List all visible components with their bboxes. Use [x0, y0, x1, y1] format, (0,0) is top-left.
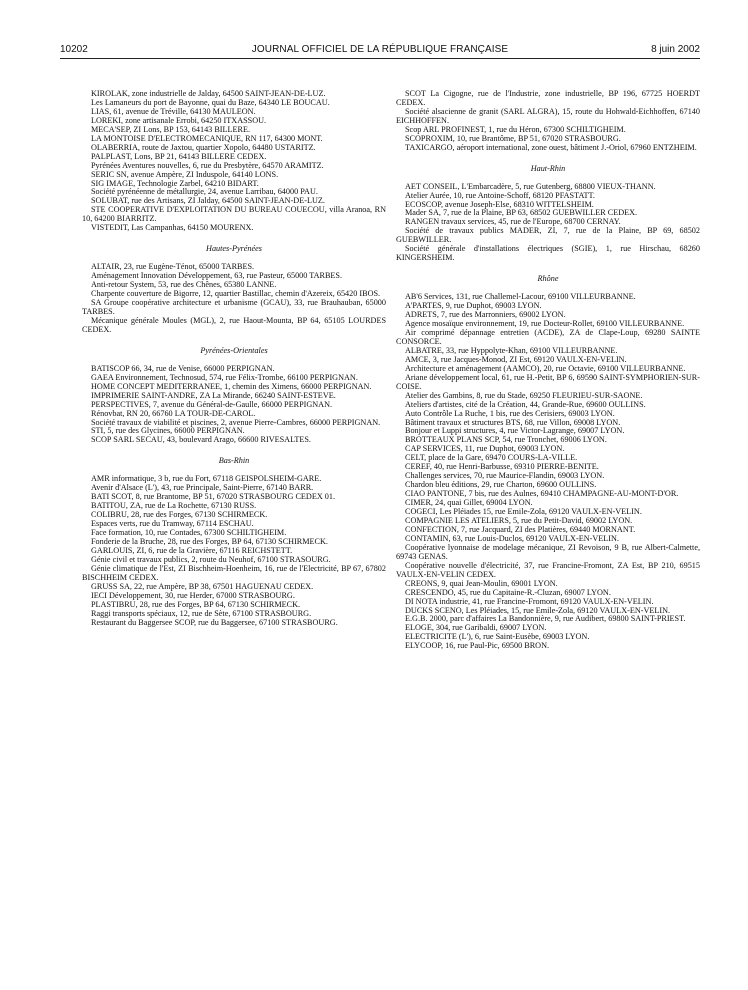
directory-entry: Les Lamaneurs du port de Bayonne, quai du Baze, 64340 LE BOUCAU.: [91, 97, 330, 107]
directory-entry: LOREKI, zone artisanale Errobi, 64250 ITXASSOU.: [91, 115, 267, 125]
directory-entry: CIMER, 24, quai Gillet, 69004 LYON.: [405, 498, 533, 508]
directory-entry: ELOGE, 304, rue Garibaldi, 69007 LYON.: [405, 623, 547, 633]
directory-entry: VISTEDIT, Las Campanhas, 64150 MOURENX.: [91, 223, 254, 233]
directory-entry: Scop ARL PROFINEST, 1, rue du Héron, 67300 SCHILTIGHEIM.: [405, 124, 626, 134]
directory-entry: CIAO PANTONE, 7 bis, rue des Aulnes, 69410 CHAMPAGNE-AU-MONT-D'OR.: [405, 489, 679, 499]
directory-entry: Mader SA, 7, rue de la Plaine, BP 63, 68502 GUEBWILLER CEDEX.: [405, 208, 638, 218]
directory-entry: Architecture et aménagement (AAMCO), 20, rue Octavie, 69100 VILLEURBANNE.: [405, 363, 686, 373]
directory-entry: Ariane développement local, 61, rue H.-Petit, BP 6, 69590 SAINT-SYMPHORIEN-SUR-COISE.: [396, 372, 700, 391]
directory-entry: Atelier des Gambins, 8, rue du Stade, 69250 FLEURIEU-SUR-SAONE.: [405, 390, 643, 400]
directory-entry: Bâtiment travaux et structures BTS, 68, rue Villon, 69008 LYON.: [405, 417, 621, 427]
directory-entry: Challenges services, 70, rue Maurice-Flandin, 69003 LYON.: [405, 471, 605, 481]
region-heading: Rhône: [537, 274, 559, 284]
directory-entry: CELT, place de la Gare, 69470 COURS-LA-VILLE.: [405, 453, 578, 463]
directory-entry: Fonderie de la Bruche, 28, rue des Forges, BP 64, 67130 SCHIRMECK.: [91, 536, 328, 546]
page-number: 10202: [60, 44, 88, 55]
region-heading: Pyrénées-Orientales: [200, 345, 268, 355]
directory-entry: AMCE, 3, rue Jacques-Monod, ZI Est, 69120 VAULX-EN-VELIN.: [405, 354, 627, 364]
directory-entry: MECA'SEP, ZI Lons, BP 153, 64143 BILLERE.: [91, 124, 251, 134]
directory-entry: SCOP SARL SECAU, 43, boulevard Arago, 66600 RIVESALTES.: [91, 435, 311, 445]
directory-entry: Société pyrénéenne de métallurgie, 24, avenue Larribau, 64000 PAU.: [91, 187, 318, 197]
directory-entry: RANGEN travaux services, 45, rue de l'Europe, 68700 CERNAY.: [405, 217, 621, 227]
directory-entry: COGECI, Les Pléiades 15, rue Emile-Zola, 69120 VAULX-EN-VELIN.: [405, 507, 642, 517]
directory-entry: Rénovbat, RN 20, 66760 LA TOUR-DE-CAROL.: [91, 408, 256, 418]
directory-entry: Atelier Aurée, 10, rue Antoine-Schoff, 68120 PFASTATT.: [405, 190, 595, 200]
directory-entry: COLIBRU, 28, rue des Forges, 67130 SCHIRMECK.: [91, 510, 268, 520]
region-heading: Bas-Rhin: [218, 456, 250, 466]
directory-entry: Anti-retour System, 53, rue des Chênes, 65380 LANNE.: [91, 280, 277, 290]
directory-entry: BROTTEAUX PLANS SCP, 54, rue Tronchet, 69006 LYON.: [405, 435, 607, 445]
directory-entry: Auto Contrôle La Ruche, 1 bis, rue des Cerisiers, 69003 LYON.: [405, 408, 615, 418]
directory-entry: Bonjour et Luppi structures, 4, rue Victor-Lagrange, 69007 LYON.: [405, 426, 625, 436]
page-header: [60, 44, 700, 58]
directory-entry: A'PARTES, 9, rue Duphot, 69003 LYON.: [405, 301, 542, 311]
directory-entry: AMR informatique, 3 b, rue du Fort, 67118 GEISPOLSHEIM-GARE.: [91, 474, 322, 484]
directory-entry: BATITOU, ZA, rue de La Rochette, 67130 RUSS.: [91, 501, 257, 511]
directory-entry: OLABERRIA, route de Jaxtou, quartier Xopolo, 64480 USTARITZ.: [91, 142, 316, 152]
directory-entry: GARLOUIS, ZI, 6, rue de la Gravière, 67116 REICHSTETT.: [91, 545, 293, 555]
directory-entry: SA Groupe coopérative architecture et urbanisme (GCAU), 33, rue Brauhauban, 65000 TARBES.: [82, 298, 386, 316]
directory-entry: LA MONTOISE D'ELECTROMECANIQUE, RN 117, 64300 MONT.: [91, 133, 323, 143]
directory-entry: Pyrénées Aventures nouvelles, 6, rue du Presbytère, 64570 ARAMITZ.: [91, 160, 324, 170]
directory-entry: KIROLAK, zone industrielle de Jalday, 64500 SAINT-JEAN-DE-LUZ.: [91, 89, 326, 98]
directory-entry: Avenir d'Alsace (L'), 43, rue Principale, Saint-Pierre, 67140 BARR.: [91, 483, 314, 493]
directory-entry: GAEA Environnement, Technosud, 574, rue Félix-Trombe, 66100 PERPIGNAN.: [91, 372, 358, 382]
directory-entry: ALTAIR, 23, rue Eugène-Ténot, 65000 TARBES.: [91, 262, 255, 272]
directory-entry: ADRETS, 7, rue des Marronniers, 69002 LYON.: [405, 310, 566, 320]
left-column: [82, 90, 386, 628]
directory-entry: AET CONSEIL, L'Embarcadère, 5, rue Gutenberg, 68800 VIEUX-THANN.: [405, 181, 656, 191]
directory-entry: CONFECTION, 7, rue Jacquard, ZI des Platières, 69440 MORNANT.: [405, 524, 636, 534]
directory-entry: Ateliers d'artistes, cité de la Création, 44, Grande-Rue, 69600 OULLINS.: [405, 399, 646, 409]
directory-entry: SCOPROXIM, 10, rue Brantôme, BP 51, 67020 STRASBOURG.: [405, 133, 621, 143]
directory-entry: SIG IMAGE, Technologie Zarbel, 64210 BIDART.: [91, 178, 259, 188]
directory-entry: Société travaux de viabilité et piscines, 2, avenue Pierre-Cambres, 66000 PERPIGNAN.: [91, 417, 381, 427]
directory-entry: Aménagement Innovation Développement, 63, rue Pasteur, 65000 TARBES.: [91, 271, 343, 281]
directory-entry: Restaurant du Baggersee SCOP, rue du Baggersee, 67100 STRASBOURG.: [91, 617, 338, 627]
directory-entry: DUCKS SCENO, Les Pléiades, 15, rue Emile-Zola, 69120 VAULX-EN-VELIN.: [405, 605, 671, 615]
header-rule: [60, 58, 700, 59]
region-heading: Hautes-Pyrénées: [206, 244, 262, 254]
directory-entry: E.G.B. 2000, parc d'affaires La Bandonnière, 9, rue Audibert, 69800 SAINT-PRIEST.: [405, 614, 686, 624]
directory-entry: HOME CONCEPT MEDITERRANEE, 1, chemin des Ximens, 66000 PERPIGNAN.: [91, 381, 372, 391]
directory-entry: Génie civil et travaux publics, 2, route du Neuhof, 67100 STRASOURG.: [91, 554, 331, 564]
directory-entry: IMPRIMERIE SAINT-ANDRE, ZA La Mirande, 66240 SAINT-ESTEVE.: [91, 390, 336, 400]
directory-entry: Air comprimé dépannage entretien (ACDE), ZA de Clape-Loup, 69280 SAINTE CONSORCE.: [396, 327, 700, 346]
directory-entry: SCOT La Cigogne, rue de l'Industrie, zone industrielle, BP 196, 67725 HOERDT CEDEX.: [396, 89, 700, 107]
directory-entry: BATISCOP 66, 34, rue de Venise, 66000 PERPIGNAN.: [91, 363, 275, 373]
directory-entry: SERIC SN, avenue Ampère, ZI Induspole, 64140 LONS.: [91, 169, 279, 179]
directory-entry: BATI SCOT, 8, rue Brantome, BP 51, 67020 STRASBOURG CEDEX 01.: [91, 492, 336, 502]
directory-entry: Espaces verts, rue du Tramway, 67114 ESCHAU.: [91, 519, 254, 529]
directory-entry: STE COOPERATIVE D'EXPLOITATION DU BUREAU COUECOU, villa Aranoa, RN 10, 64200 BIARRITZ.: [82, 205, 386, 224]
directory-entry: Agence mosaïque environnement, 19, rue Docteur-Rollet, 69100 VILLEURBANNE.: [405, 319, 685, 329]
directory-entry: PLASTIBRU, 28, rue des Forges, BP 64, 67130 SCHIRMECK.: [91, 599, 301, 609]
directory-entry: ALBATRE, 33, rue Hyppolyte-Khan, 69100 VILLEURBANNE.: [405, 345, 618, 355]
journal-title: JOURNAL OFFICIEL DE LA RÉPUBLIQUE FRANÇAISE: [251, 44, 509, 55]
directory-entry: Chardon bleu éditions, 29, rue Charton, 69600 OULLINS.: [405, 480, 597, 490]
directory-entry: Charpente couverture de Bigorre, 12, quartier Bastillac, chemin d'Azereix, 65420 IBOS.: [91, 289, 381, 299]
directory-entry: PALPLAST, Lons, BP 21, 64143 BILLERE CEDEX.: [91, 151, 267, 161]
directory-entry: AB'6 Services, 131, rue Challemel-Lacour, 69100 VILLEURBANNE.: [405, 292, 636, 302]
right-column: [396, 90, 700, 651]
directory-entry: COMPAGNIE LES ATELIERS, 5, rue du Petit-David, 69002 LYON.: [405, 515, 633, 525]
directory-entry: Mécanique générale Moules (MGL), 2, rue Haout-Mounta, BP 64, 65105 LOURDES CEDEX.: [82, 315, 386, 334]
directory-entry: Génie climatique de l'Est, ZI Bischheim-Hoenheim, 16, rue de l'Electricité, BP 67, 67802 BISCHHEIM CEDEX.: [82, 563, 386, 582]
directory-entry: CEREF, 40, rue Henri-Barbusse, 69310 PIERRE-BENITE.: [405, 462, 599, 472]
directory-entry: GRUSS SA, 22, rue Ampère, BP 38, 67501 HAGUENAU CEDEX.: [91, 581, 314, 591]
directory-entry: LIAS, 61, avenue de Tréville, 64130 MAULEON.: [91, 106, 256, 116]
directory-entry: Coopérative lyonnaise de modelage mécanique, ZI Revoison, 9 B, rue Albert-Calmette, 69743 GENAS.: [396, 542, 700, 561]
publication-date: 8 juin 2002: [651, 44, 700, 55]
directory-entry: CONTAMIN, 63, rue Louis-Duclos, 69120 VAULX-EN-VELIN.: [405, 533, 619, 543]
directory-entry: STI, 5, rue des Glycines, 66000 PERPIGNAN.: [91, 426, 245, 436]
directory-entry: DI NOTA industrie, 41, rue Francine-Fromont, 69120 VAULX-EN-VELIN.: [405, 596, 654, 606]
directory-entry: TAXICARGO, aéroport international, zone ouest, bâtiment J.-Oriol, 67960 ENTZHEIM.: [405, 142, 697, 152]
directory-entry: Société alsacienne de granit (SARL ALGRA), 15, route du Hohwald-Eichhoffen, 67140 EICHHOFFEN.: [396, 106, 700, 125]
directory-entry: IECI Développement, 30, rue Herder, 67000 STRASBOURG.: [91, 590, 295, 600]
directory-entry: CREONS, 9, quai Jean-Moulin, 69001 LYON.: [405, 578, 558, 588]
directory-entry: CRESCENDO, 45, rue du Capitaine-R.-Cluzan, 69007 LYON.: [405, 587, 611, 597]
region-heading: Haut-Rhin: [530, 163, 566, 173]
directory-entry: PERSPECTIVES, 7, avenue du Général-de-Gaulle, 66000 PERPIGNAN.: [91, 399, 333, 409]
directory-entry: ELYCOOP, 16, rue Paul-Pic, 69500 BRON.: [405, 641, 550, 651]
directory-entry: SOLUBAT, rue des Artisans, ZI Jalday, 64500 SAINT-JEAN-DE-LUZ.: [91, 196, 325, 206]
directory-entry: Société générale d'installations électriques (SGIE), 1, rue Hirschau, 68260 KINGERSHEIM.: [396, 244, 700, 263]
directory-entry: Face formation, 10, rue Contades, 67300 SCHILTIGHEIM.: [91, 528, 287, 538]
directory-entry: ELECTRICITE (L'), 6, rue Saint-Eusèbe, 69003 LYON.: [405, 632, 590, 642]
directory-entry: CAP SERVICES, 11, rue Duphot, 69003 LYON.: [405, 444, 565, 454]
directory-entry: Société de travaux publics MADER, ZI, 7, rue de la Plaine, BP 69, 68502 GUEBWILLER.: [396, 226, 700, 245]
directory-entry: ECOSCOP, avenue Joseph-Else, 68310 WITTELSHEIM.: [405, 199, 594, 209]
directory-entry: Coopérative nouvelle d'électricité, 37, rue Francine-Fromont, ZA Est, BP 210, 69515 VAULX-EN-VELIN CEDEX.: [396, 560, 700, 579]
directory-entry: Raggi transports spéciaux, 12, rue de Sète, 67100 STRASBOURG.: [91, 608, 312, 618]
